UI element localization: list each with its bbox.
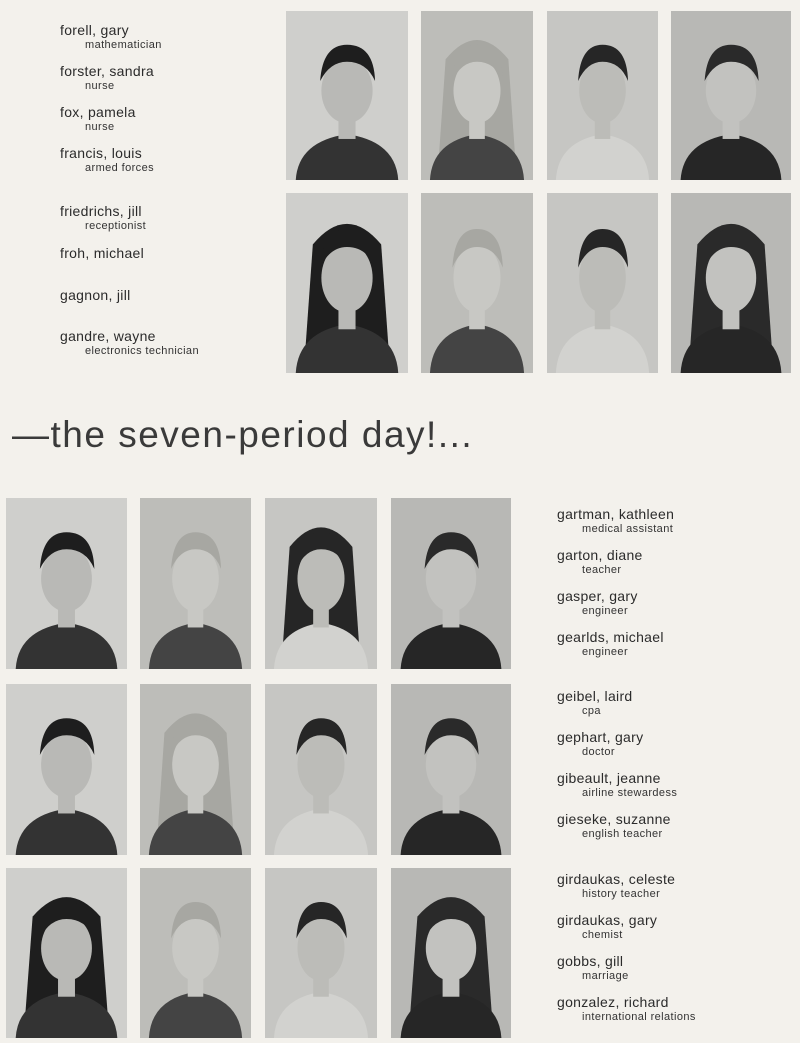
name-entry — [557, 629, 664, 658]
student-occupation: cpa — [582, 705, 601, 717]
student-name: gibeault, jeanne — [557, 770, 661, 786]
name-entry — [60, 63, 154, 92]
student-occupation: teacher — [582, 564, 622, 576]
student-name: fox, pamela — [60, 104, 136, 120]
student-name: forell, gary — [60, 22, 129, 38]
student-photo — [6, 498, 127, 669]
portrait-graphic — [421, 11, 533, 180]
name-entry — [557, 912, 657, 941]
student-name: gephart, gary — [557, 729, 644, 745]
page-headline: —the seven-period day!... — [12, 414, 474, 455]
portrait-graphic — [391, 868, 511, 1038]
top-name-list — [60, 0, 280, 380]
portrait-graphic — [421, 193, 533, 373]
portrait-graphic — [286, 193, 408, 373]
student-photo — [286, 11, 408, 180]
student-occupation: nurse — [85, 121, 115, 133]
name-entry — [557, 729, 643, 758]
student-photo — [421, 193, 533, 373]
portrait-graphic — [265, 868, 377, 1038]
name-entry — [557, 688, 633, 717]
name-entry — [60, 287, 131, 303]
student-photo — [421, 11, 533, 180]
name-entry — [557, 588, 638, 617]
portrait-graphic — [265, 498, 377, 669]
portrait-graphic — [140, 498, 251, 669]
name-entry — [557, 811, 671, 840]
student-occupation: nurse — [85, 80, 115, 92]
student-occupation: armed forces — [85, 162, 154, 174]
student-photo — [265, 498, 377, 669]
student-photo — [391, 498, 511, 669]
student-name: girdaukas, celeste — [557, 871, 676, 887]
student-name: gearlds, michael — [557, 629, 664, 645]
student-name: garton, diane — [557, 547, 643, 563]
student-name: froh, michael — [60, 245, 145, 261]
student-photo — [265, 868, 377, 1038]
name-entry — [60, 22, 162, 51]
portrait-graphic — [6, 498, 127, 669]
student-photo — [265, 684, 377, 855]
student-occupation: airline stewardess — [582, 787, 678, 799]
student-photo — [286, 193, 408, 373]
student-name: geibel, laird — [557, 688, 633, 704]
portrait-graphic — [391, 684, 511, 855]
student-occupation: international relations — [582, 1011, 696, 1023]
student-name: girdaukas, gary — [557, 912, 658, 928]
name-entry — [60, 245, 144, 261]
portrait-graphic — [391, 498, 511, 669]
portrait-graphic — [286, 11, 408, 180]
student-name: gartman, kathleen — [557, 506, 675, 522]
student-photo — [6, 684, 127, 855]
portrait-graphic — [6, 684, 127, 855]
student-name: francis, louis — [60, 145, 143, 161]
name-entry — [557, 994, 696, 1023]
name-entry — [60, 104, 136, 133]
student-photo — [140, 684, 251, 855]
student-name: gasper, gary — [557, 588, 638, 604]
name-entry — [557, 547, 643, 576]
portrait-graphic — [265, 684, 377, 855]
student-name: gandre, wayne — [60, 328, 156, 344]
student-occupation: history teacher — [582, 888, 661, 900]
student-name: gonzalez, richard — [557, 994, 669, 1010]
student-name: gagnon, jill — [60, 287, 131, 303]
student-name: gobbs, gill — [557, 953, 624, 969]
student-photo — [140, 868, 251, 1038]
student-occupation: marriage — [582, 970, 629, 982]
student-occupation: chemist — [582, 929, 623, 941]
student-occupation: receptionist — [85, 220, 147, 232]
student-occupation: electronics technician — [85, 345, 199, 357]
student-name: gieseke, suzanne — [557, 811, 671, 827]
name-entry — [557, 770, 677, 799]
student-occupation: engineer — [582, 646, 629, 658]
student-occupation: doctor — [582, 746, 615, 758]
student-occupation: english teacher — [582, 828, 663, 840]
student-photo — [140, 498, 251, 669]
name-entry — [557, 506, 674, 535]
name-entry — [557, 953, 629, 982]
student-occupation: medical assistant — [582, 523, 674, 535]
name-entry — [557, 871, 675, 900]
portrait-graphic — [140, 868, 251, 1038]
student-photo — [391, 684, 511, 855]
student-name: forster, sandra — [60, 63, 154, 79]
name-entry — [60, 203, 146, 232]
student-name: friedrichs, jill — [60, 203, 142, 219]
student-photo — [6, 868, 127, 1038]
student-occupation: engineer — [582, 605, 629, 617]
student-occupation: mathematician — [85, 39, 162, 51]
portrait-graphic — [140, 684, 251, 855]
portrait-graphic — [6, 868, 127, 1038]
name-entry — [60, 145, 154, 174]
student-photo — [391, 868, 511, 1038]
name-entry — [60, 328, 199, 357]
bottom-name-list — [557, 0, 797, 1043]
